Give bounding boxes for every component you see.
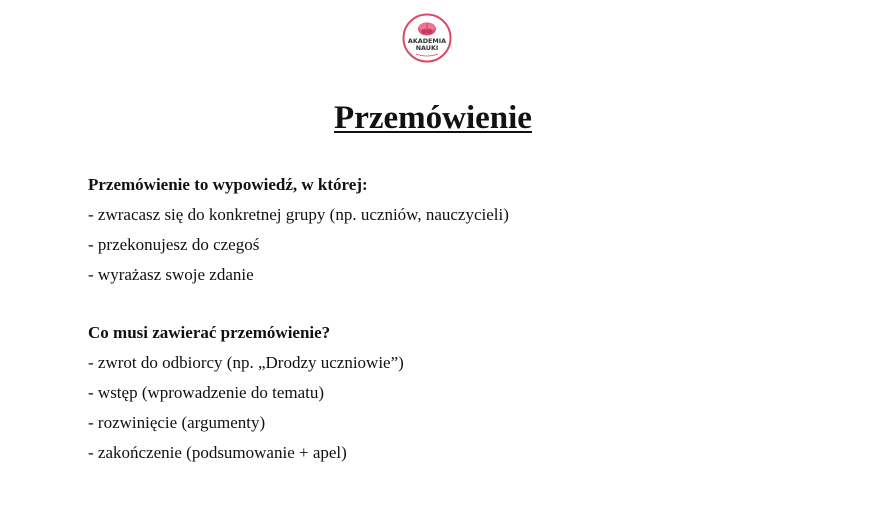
section-heading: Przemówienie to wypowiedź, w której:: [88, 175, 368, 194]
list-item: - zwracasz się do konkretnej grupy (np. uczniów, nauczycieli): [88, 205, 509, 224]
list-item: - zakończenie (podsumowanie + apel): [88, 443, 347, 462]
definition-section: [88, 171, 828, 291]
definition-list: [88, 201, 828, 291]
page-title: Przemówienie: [334, 100, 532, 136]
list-item: - wyrażasz swoje zdanie: [88, 265, 254, 284]
structure-section: [88, 319, 828, 469]
list-item: - przekonujesz do czegoś: [88, 235, 260, 254]
list-item: - rozwinięcie (argumenty): [88, 413, 266, 432]
brain-icon: [418, 22, 436, 35]
list-item: - wstęp (wprowadzenie do tematu): [88, 383, 325, 402]
akademia-nauki-logo: [402, 13, 452, 63]
list-item: - zwrot do odbiorcy (np. „Drodzy uczniowie”): [88, 353, 404, 372]
structure-list: [88, 349, 828, 469]
logo-text-line1: AKADEMIA: [407, 37, 447, 45]
section-heading: Co musi zawierać przemówienie?: [88, 323, 331, 342]
logo-text-line2: NAUKI: [415, 44, 439, 52]
